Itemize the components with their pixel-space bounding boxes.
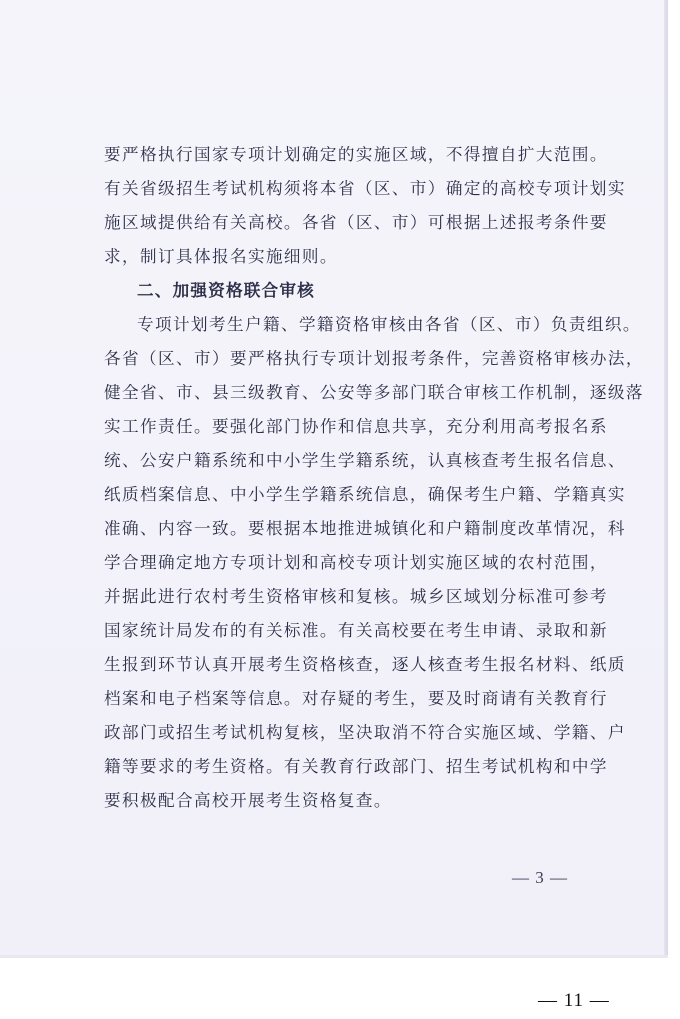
text-line: 要积极配合高校开展考生资格复查。: [104, 791, 392, 810]
inner-page-number: — 3 —: [512, 868, 568, 887]
outer-page-number: — 11 —: [538, 990, 610, 1011]
text-line: 并据此进行农村考生资格审核和复核。城乡区域划分标准可参考: [104, 587, 608, 606]
text-line: 各省（区、市）要严格执行专项计划报考条件，完善资格审核办法，: [104, 349, 644, 368]
text-line: 生报到环节认真开展考生资格核查，逐人核查考生报名材料、纸质: [104, 655, 626, 674]
text-line: 要严格执行国家专项计划确定的实施区域，不得擅自扩大范围。: [104, 145, 608, 164]
sheet-bottom-edge: [0, 955, 668, 958]
text-line: 有关省级招生考试机构须将本省（区、市）确定的高校专项计划实: [104, 179, 626, 198]
text-line: 纸质档案信息、中小学生学籍系统信息，确保考生户籍、学籍真实: [104, 485, 626, 504]
sheet-edge: [664, 0, 668, 958]
text-line: 档案和电子档案等信息。对存疑的考生，要及时商请有关教育行: [104, 689, 608, 708]
section-heading: 二、加强资格联合审核: [137, 281, 315, 300]
text-line: 健全省、市、县三级教育、公安等多部门联合审核工作机制，逐级落: [104, 383, 644, 402]
text-line: 学合理确定地方专项计划和高校专项计划实施区域的农村范围，: [104, 553, 608, 572]
text-line: 籍等要求的考生资格。有关教育行政部门、招生考试机构和中学: [104, 757, 608, 776]
text-line: 政部门或招生考试机构复核，坚决取消不符合实施区域、学籍、户: [104, 723, 626, 742]
text-line: 专项计划考生户籍、学籍资格审核由各省（区、市）负责组织。: [137, 315, 641, 334]
document-body: [104, 138, 644, 818]
text-line: 实工作责任。要强化部门协作和信息共享，充分利用高考报名系: [104, 417, 608, 436]
text-line: 施区域提供给有关高校。各省（区、市）可根据上述报考条件要: [104, 213, 608, 232]
text-line: 国家统计局发布的有关标准。有关高校要在考生申请、录取和新: [104, 621, 608, 640]
text-line: 准确、内容一致。要根据本地推进城镇化和户籍制度改革情况，科: [104, 519, 626, 538]
text-line: 求，制订具体报名实施细则。: [104, 247, 338, 266]
text-line: 统、公安户籍系统和中小学生学籍系统，认真核查考生报名信息、: [104, 451, 626, 470]
